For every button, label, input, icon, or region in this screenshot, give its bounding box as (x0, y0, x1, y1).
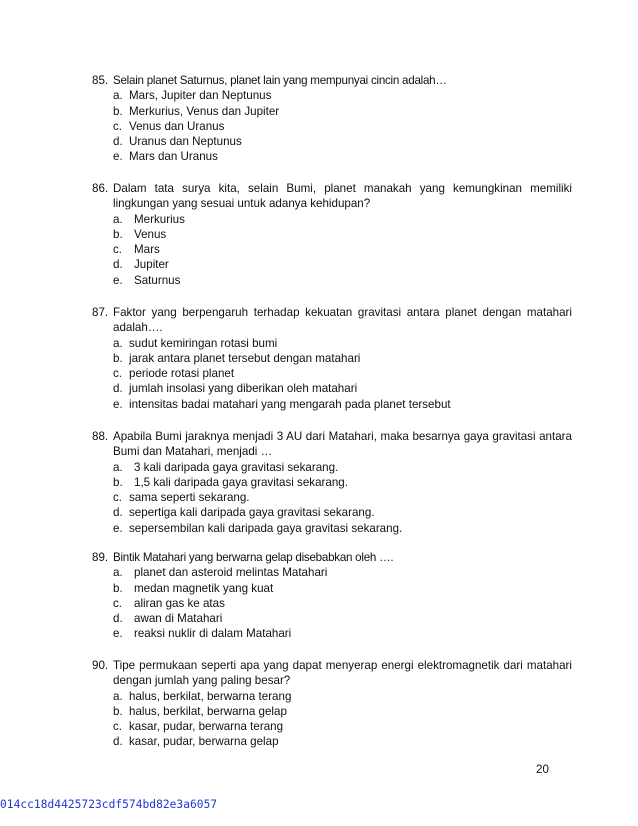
option-letter: a. (113, 212, 123, 226)
option-list (92, 88, 572, 164)
option-a (92, 460, 572, 475)
question-88 (92, 429, 572, 536)
option-letter: b. (113, 704, 123, 718)
option-text: jarak antara planet tersebut dengan matahari (129, 351, 361, 365)
option-text: jumlah insolasi yang diberikan oleh matahari (129, 382, 358, 396)
option-e (92, 273, 572, 288)
option-c (92, 119, 572, 134)
question-text: Bintik Matahari yang berwarna gelap disebabkan oleh …. (113, 551, 394, 564)
option-d (92, 734, 572, 749)
option-text: Venus (134, 227, 167, 241)
option-letter: d. (113, 258, 123, 272)
option-text: sepertiga kali daripada gaya gravitasi sekarang. (129, 506, 375, 520)
question-stem (92, 305, 572, 336)
option-d (92, 505, 572, 520)
question-number: 87. (92, 306, 109, 319)
question-86 (92, 181, 572, 288)
option-text: halus, berkilat, berwarna terang (129, 689, 292, 703)
question-number: 90. (92, 659, 109, 672)
option-letter: a. (113, 336, 123, 350)
option-d (92, 134, 572, 149)
option-c (92, 719, 572, 734)
option-text: medan magnetik yang kuat (134, 581, 274, 595)
option-letter: e. (113, 150, 123, 164)
option-a (92, 336, 572, 351)
option-b (92, 227, 572, 242)
option-letter: e. (113, 273, 123, 287)
option-letter: b. (113, 581, 123, 595)
option-list (92, 460, 572, 536)
question-text: Selain planet Saturnus, planet lain yang mempunyai cincin adalah… (113, 74, 447, 87)
option-letter: c. (113, 243, 123, 257)
option-letter: d. (113, 735, 123, 749)
option-letter: c. (113, 119, 123, 133)
option-text: sepersembilan kali daripada gaya gravitasi sekarang. (129, 521, 403, 535)
page-number: 20 (536, 763, 549, 776)
option-list (92, 212, 572, 288)
option-text: Venus dan Uranus (129, 119, 225, 133)
option-e (92, 521, 572, 536)
option-text: kasar, pudar, berwarna gelap (129, 735, 279, 749)
option-letter: b. (113, 351, 123, 365)
option-letter: c. (113, 491, 123, 505)
option-d (92, 257, 572, 272)
option-e (92, 626, 572, 641)
option-a (92, 689, 572, 704)
option-e (92, 149, 572, 164)
option-text: reaksi nuklir di dalam Matahari (134, 627, 292, 641)
option-text: 3 kali daripada gaya gravitasi sekarang. (134, 460, 339, 474)
option-e (92, 397, 572, 412)
question-89 (92, 550, 572, 642)
option-text: Uranus dan Neptunus (129, 135, 242, 149)
question-text: Dalam tata surya kita, selain Bumi, planet manakah yang kemungkinan memiliki lingkungan yang sesuai untuk adanya kehidupan? (113, 182, 572, 211)
option-d (92, 611, 572, 626)
question-stem (92, 658, 572, 689)
option-c (92, 490, 572, 505)
option-c (92, 242, 572, 257)
question-87 (92, 305, 572, 412)
option-text: aliran gas ke atas (134, 596, 225, 610)
question-number: 89. (92, 551, 109, 564)
option-a (92, 565, 572, 580)
option-text: planet dan asteroid melintas Matahari (134, 566, 328, 580)
option-c (92, 366, 572, 381)
option-letter: a. (113, 460, 123, 474)
option-b (92, 104, 572, 119)
option-b (92, 581, 572, 596)
question-85 (92, 73, 572, 165)
option-text: Jupiter (134, 258, 169, 272)
option-list (92, 336, 572, 412)
question-number: 86. (92, 182, 109, 195)
option-letter: d. (113, 506, 123, 520)
option-letter: b. (113, 227, 123, 241)
option-letter: c. (113, 596, 123, 610)
option-text: periode rotasi planet (129, 367, 235, 381)
option-letter: c. (113, 367, 123, 381)
option-letter: d. (113, 135, 123, 149)
option-letter: a. (113, 89, 123, 103)
option-text: Merkurius, Venus dan Jupiter (129, 104, 280, 118)
option-b (92, 704, 572, 719)
option-letter: b. (113, 475, 123, 489)
question-90 (92, 658, 572, 750)
question-stem (92, 550, 572, 565)
question-text: Apabila Bumi jaraknya menjadi 3 AU dari Matahari, maka besarnya gaya gravitasi antara Bumi dan Matahari, menjadi … (113, 430, 572, 459)
question-text: Tipe permukaan seperti apa yang dapat menyerap energi elektromagnetik dari matahari dengan jumlah yang paling besar? (113, 659, 572, 688)
option-text: sama seperti sekarang. (129, 491, 250, 505)
option-text: halus, berkilat, berwarna gelap (129, 704, 287, 718)
option-letter: d. (113, 612, 123, 626)
option-letter: d. (113, 382, 123, 396)
option-b (92, 475, 572, 490)
option-a (92, 212, 572, 227)
option-a (92, 88, 572, 103)
option-text: kasar, pudar, berwarna terang (129, 720, 284, 734)
document-hash-watermark: 014cc18d4425723cdf574bd82e3a6057 (0, 798, 218, 811)
option-b (92, 351, 572, 366)
option-c (92, 596, 572, 611)
question-stem (92, 429, 572, 460)
question-text: Faktor yang berpengaruh terhadap kekuatan gravitasi antara planet dengan matahari adalah…. (113, 306, 572, 335)
option-letter: a. (113, 689, 123, 703)
option-text: awan di Matahari (134, 612, 223, 626)
option-letter: e. (113, 627, 123, 641)
option-letter: e. (113, 521, 123, 535)
option-text: intensitas badai matahari yang mengarah pada planet tersebut (129, 397, 451, 411)
option-text: Merkurius (134, 212, 185, 226)
option-letter: a. (113, 566, 123, 580)
option-text: Saturnus (134, 273, 181, 287)
question-stem (92, 73, 572, 88)
question-number: 85. (92, 74, 109, 87)
option-text: 1,5 kali daripada gaya gravitasi sekarang. (134, 475, 348, 489)
option-text: Mars (134, 243, 160, 257)
option-letter: b. (113, 104, 123, 118)
option-text: Mars dan Uranus (129, 150, 218, 164)
option-letter: e. (113, 397, 123, 411)
question-stem (92, 181, 572, 212)
option-list (92, 565, 572, 641)
option-text: sudut kemiringan rotasi bumi (129, 336, 278, 350)
option-letter: c. (113, 720, 123, 734)
option-d (92, 381, 572, 396)
option-text: Mars, Jupiter dan Neptunus (129, 89, 272, 103)
option-list (92, 689, 572, 750)
question-number: 88. (92, 430, 109, 443)
